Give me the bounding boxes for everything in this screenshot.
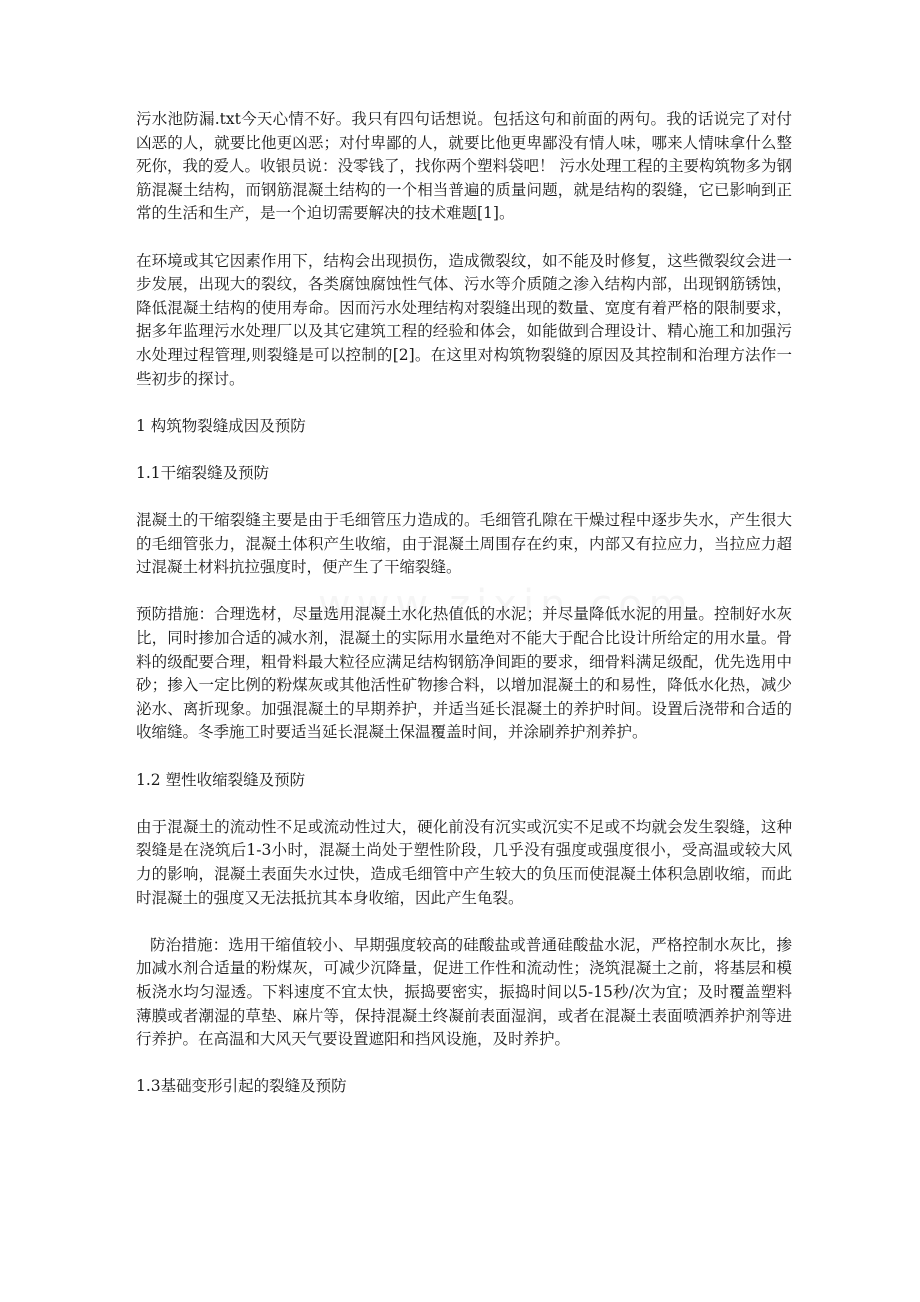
- paragraph-dry-shrinkage: 混凝土的干缩裂缝主要是由于毛细管压力造成的。毛细管孔隙在干燥过程中逐步失水，产生很大的毛细管张力，混凝土体积产生收缩，由于混凝土周围存在约束，内部又有拉应力，当拉应力超过混凝土材料抗拉强度时，便产生了干缩裂缝。: [136, 511, 792, 577]
- section-heading-1: 1 构筑物裂缝成因及预防: [136, 416, 306, 435]
- section-heading-1-1: 1.1干缩裂缝及预防: [136, 463, 270, 482]
- section-heading-1-2: 1.2 塑性收缩裂缝及预防: [136, 770, 306, 789]
- paragraph-prevention-measures: 预防措施：合理选材，尽量选用混凝土水化热值低的水泥；并尽量降低水泥的用量。控制好水灰比，同时掺加合适的减水剂，混凝土的实际用水量绝对不能大于配合比设计所给定的用水量。骨料的级配要合理，粗骨料最大粒径应满足结构钢筋净间距的要求，细骨料满足级配，优先选用中砂；掺入一定比例的粉煤灰或其他活性矿物掺合料，以增加混凝土的和易性，降低水化热，减少泌水、离折现象。加强混凝土的早期养护，并适当延长混凝土的养护时间。设置后浇带和合适的收缩缝。冬季施工时要适当延长混凝土保温覆盖时间，并涂刷养护剂养护。: [136, 605, 792, 742]
- paragraph-plastic-shrinkage: 由于混凝土的流动性不足或流动性过大，硬化前没有沉实或沉实不足或不均就会发生裂缝，这种裂缝是在浇筑后1-3小时，混凝土尚处于塑性阶段，几乎没有强度或强度很小，受高温或较大风力的影响，混凝土表面失水过快，造成毛细管中产生较大的负压而使混凝土体积急剧收缩，而此时混凝土的强度又无法抵抗其本身收缩，因此产生龟裂。: [136, 817, 792, 907]
- document-body: [136, 108, 792, 1123]
- paragraph-control-measures: 防治措施：选用干缩值较小、早期强度较高的硅酸盐或普通硅酸盐水泥，严格控制水灰比，掺加减水剂合适量的粉煤灰，可减少沉降量，促进工作性和流动性；浇筑混凝土之前，将基层和模板浇水均匀湿透。下料速度不宜太快，振捣要密实，振捣时间以5-15秒/次为宜；及时覆盖塑料薄膜或者潮湿的草垫、麻片等，保持混凝土终凝前表面湿润，或者在混凝土表面喷洒养护剂等进行养护。在高温和大风天气要设置遮阳和挡风设施，及时养护。: [136, 935, 792, 1049]
- paragraph-intro: 污水池防漏.txt今天心情不好。我只有四句话想说。包括这句和前面的两句。我的话说完了对付凶恶的人，就要比他更凶恶；对付卑鄙的人，就要比他更卑鄙没有情人味，哪来人情味拿什么整死你，我的爱人。收银员说：没零钱了，找你两个塑料袋吧！ 污水处理工程的主要构筑物多为钢筋混凝土结构，而钢筋混凝土结构的一个相当普遍的质量问题，就是结构的裂缝，它已影响到正常的生活和生产，是一个迫切需要解决的技术难题[1]。: [136, 110, 792, 223]
- section-heading-1-3: 1.3基础变形引起的裂缝及预防: [136, 1077, 347, 1096]
- paragraph-cracks-overview: 在环境或其它因素作用下，结构会出现损伤，造成微裂纹，如不能及时修复，这些微裂纹会进一步发展，出现大的裂纹，各类腐蚀腐蚀性气体、污水等介质随之渗入结构内部，出现钢筋锈蚀，降低混凝土结构的使用寿命。因而污水处理结构对裂缝出现的数量、宽度有着严格的限制要求，据多年监理污水处理厂以及其它建筑工程的经验和体会，如能做到合理设计、精心施工和加强污水处理过程管理,则裂缝是可以控制的[2]。在这里对构筑物裂缝的原因及其控制和治理方法作一些初步的探讨。: [136, 251, 792, 388]
